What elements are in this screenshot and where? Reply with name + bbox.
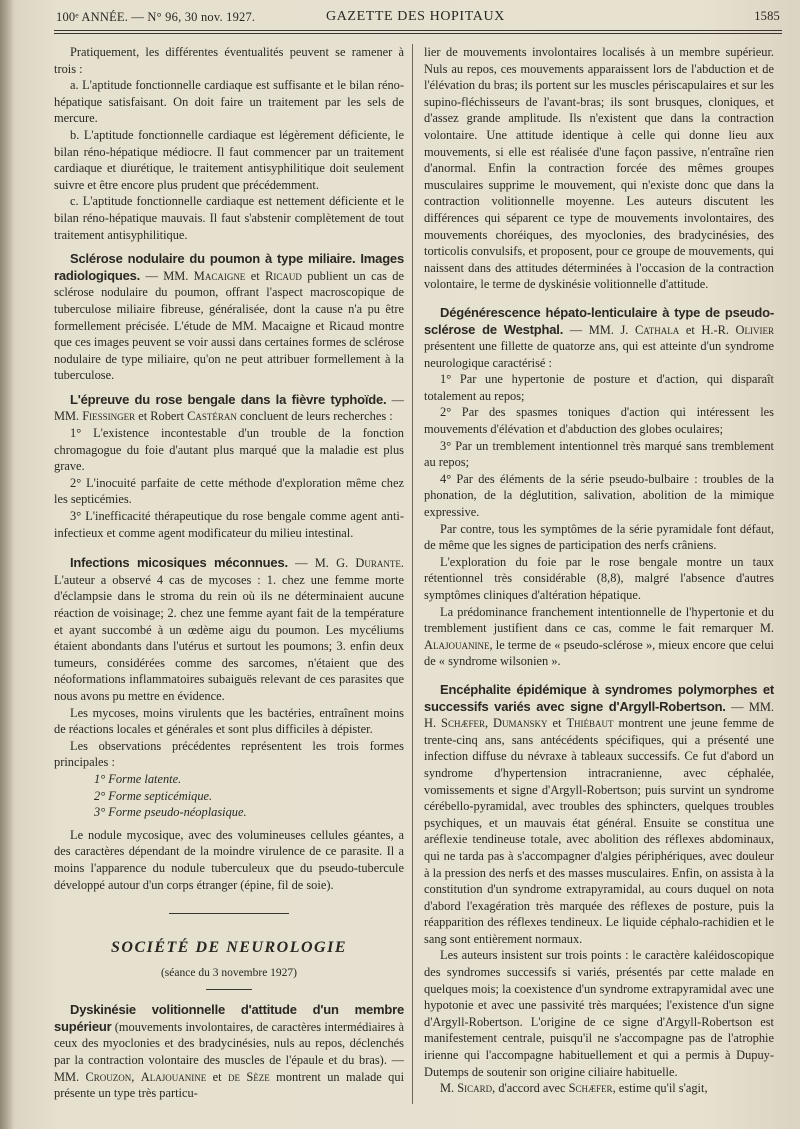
author: Castéran: [187, 409, 237, 424]
section-rule: [169, 913, 289, 914]
paragraph: b. L'aptitude fonctionnelle cardiaque est légèrement déficiente, le bilan réno-hépatique médiocre. Il faut commencer par un traitement cardiaque et diurétique, le traitement antisyphilitique doit seulement suivre et être encore plus prudent que précédemment.: [54, 127, 404, 192]
article-title: Dyskinésie volitionnelle d'attitude d'un membre supérieur: [54, 1002, 404, 1034]
list-item: 4° Par des éléments de la série pseudo-bulbaire : troubles de la phonation, de la déglutition, salivation, abolition de la mimique expressive.: [424, 471, 774, 520]
author: Fiessinger: [82, 409, 136, 424]
paragraph: Les auteurs insistent sur trois points : le caractère kaléidoscopique des syndromes successifs si variés, présentés par cette malade en quelques mois; la coexistence d'un syndrome extrapyramidal avec une hypotonie et avec une passivité très marquées; l'existence d'un signe d'Argyll-Robertson. L'origine de ce signe d'Argyll-Robertson est manifestement centrale, puisqu'il ne s'accompagne pas de l'atrophie irienne qui l'accompagne habituellement et qui a permis à Dupuy-Dutemps de soutenir son origine ciliaire habituelle.: [424, 948, 774, 1079]
journal-title: GAZETTE DES HOPITAUX: [326, 9, 505, 24]
issue-info: 100ᵉ ANNÉE. — N° 96, 30 nov. 1927.: [56, 10, 256, 24]
list-item: 3° Forme pseudo-néoplasique.: [94, 805, 247, 820]
paragraph: La prédominance franchement intentionnelle de l'hypertonie et du tremblement justifient dans ce cas, comme le fait remarquer M. Alajouanine, le terme de « pseudo-sclérose », mieux encore que celui de « syndrome wilsonien ».: [424, 604, 774, 669]
page-header: [56, 6, 780, 28]
author: Schæfer: [568, 1081, 613, 1096]
list-item: 3° Par un tremblement intentionnel très marqué sans tremblement au repos;: [424, 438, 774, 470]
author: Sicard: [457, 1081, 493, 1096]
paragraph: c. L'aptitude fonctionnelle cardiaque est nettement déficiente et le bilan réno-hépatique mauvais. Il faut s'abstenir complètement de tout traitement antisyphilitique.: [54, 194, 404, 242]
list-item: 1° Forme latente.: [94, 771, 182, 786]
list-item: 1° Par une hypertonie de posture et d'action, qui disparaît totalement au repos;: [424, 372, 774, 403]
article-infections: Infections micosiques méconnues. — M. G. Durante. L'auteur a observé 4 cas de mycoses : 1. chez une femme morte d'éclampsie dans le stroma du rein où ils ne déterminaient aucune réaction de voisinage; 2. chez une femme ayant fait de la température et ayant succombé à un œdème aigu du poumon. Les mycéliums étaient abondants dans l'utérus et surtout les poumons; 3. enfin deux tumeurs, considérées comme des sarcomes, n'étaient que des néoformations inflammatoires subaiguës relevant de ces parasites que nous avons pu mettre en évidence.: [54, 555, 404, 703]
header-rule-2: [54, 33, 782, 34]
author: Thiébaut: [566, 716, 614, 731]
article-title: Sclérose nodulaire du poumon à type miliaire. Images radiologiques.: [54, 251, 404, 283]
short-rule: [206, 989, 252, 990]
page-edge-shadow: [0, 0, 14, 1129]
author: Crouzon: [85, 1069, 132, 1084]
author: Alajouanine: [140, 1069, 207, 1084]
author: Alajouanine: [424, 637, 490, 652]
paragraph: Pratiquement, les différentes éventualités peuvent se ramener à trois :: [54, 45, 404, 76]
author: de Sèze: [227, 1069, 270, 1084]
paragraph: a. L'aptitude fonctionnelle cardiaque est suffisante et le bilan réno-hépatique satisfaisant. On doit faire un traitement par les sels de mercure.: [54, 78, 404, 126]
article-title: Dégénérescence hépato-lenticulaire à type de pseudo-sclérose de Westphal.: [424, 304, 774, 337]
left-column: [54, 44, 404, 1102]
paragraph: Le nodule mycosique, avec des volumineuses cellules géantes, a des caractères dépendant de la moindre virulence de ce parasite. Il a moins l'apparence du nodule tuberculeux que du pseudo-tubercule développé autour d'un corps étranger (épine, fil de soie).: [54, 827, 404, 892]
author: Ricaud: [265, 268, 302, 283]
article-title: L'épreuve du rose bengale dans la fièvre typhoïde.: [70, 391, 387, 407]
paragraph: Les observations précédentes représentent les trois formes principales :: [54, 738, 404, 770]
author: Olivier: [735, 322, 774, 337]
right-column: [424, 44, 774, 1097]
article-title: Encéphalite épidémique à syndromes polymorphes et successifs variés avec signe d'Argyll-Robertson.: [424, 681, 774, 714]
paragraph: Les mycoses, moins virulents que les bactéries, entraînent moins de réactions locales et générales et sont plus difficiles à dépister.: [54, 705, 404, 737]
page-number: 1585: [754, 9, 780, 23]
session-date: (séance du 3 novembre 1927): [160, 966, 298, 979]
paragraph: M. Sicard, d'accord avec Schæfer, estime qu'il s'agit,: [440, 1081, 708, 1096]
author: Dumansky: [493, 716, 548, 731]
column-divider: [412, 44, 413, 1104]
list-item: 2° L'inocuité parfaite de cette méthode d'exploration même chez les septicémies.: [54, 475, 404, 507]
author: Schæfer: [441, 716, 485, 731]
article-rose-bengale: L'épreuve du rose bengale dans la fièvre typhoïde. — MM. Fiessinger et Robert Castéran concluent de leurs recherches :: [54, 391, 404, 424]
list-item: 3° L'inefficacité thérapeutique du rose bengale comme agent anti-infectieux et comme agent modificateur du milieu intestinal.: [54, 509, 404, 540]
article-degenerescence: Dégénérescence hépato-lenticulaire à type de pseudo-sclérose de Westphal. — MM. J. Cathala et H.-R. Olivier présentent une fillette de quatorze ans, qui est atteinte d'un syndrome neurologique caractérisé :: [424, 304, 774, 370]
list-item: 2° Forme septicémique.: [94, 788, 213, 803]
paragraph: Par contre, tous les symptômes de la série pyramidale font défaut, de même que les signes de participation des nerfs crâniens.: [424, 521, 774, 553]
forms-list: [54, 771, 404, 821]
list-item: 1° L'existence incontestable d'un trouble de la fonction chromagogue du foie d'autant plus marqué que la maladie est plus grave.: [54, 426, 404, 474]
paragraph: lier de mouvements involontaires localisés à un membre supérieur. Nuls au repos, ces mouvements apparaissent lors de l'abduction et de l'élévation du bras; ils portent sur les muscles périscapulaires et sur les supino-fléchisseurs de l'avant-bras; ils sont brusques, cloniques, et d'assez grande amplitude. Ils n'existent que dans la contraction volontaire. Une attitude identique à celle qui donne lieu aux mouvements, si elle est réalisée d'une façon passive, n'entraîne rien d'anormal. Enfin la contraction forcée des mêmes groupes musculaires supprime le mouvement, qui n'existe donc que dans la contraction volitionnelle moyenne. Les auteurs discutent les différences qui séparent ce type de mouvements involontaires, des mouvements choréiques, des myoclonies, des bradycinésies, des torticolis convulsifs, et proposent, pour ce groupe de mouvements, qui naissent dans des attitudes déterminées à l'occasion de la contraction volontaire, le terme de dyskinésie volitionnelle d'attitude.: [424, 45, 774, 292]
paragraph: L'exploration du foie par le rose bengale montre un taux rétentionnel très considérable (8,8), malgré l'absence d'autres symptômes cliniques d'altération hépatique.: [424, 554, 774, 602]
article-dyskinesie: Dyskinésie volitionnelle d'attitude d'un membre supérieur (mouvements involontaires, de caractères intermédiaires à ceux des myoclonies et des bradycinésies, nuls au repos, déclenchés par la contraction volontaire des muscles de l'épaule et du bras). — MM. Crouzon, Alajouanine et de Sèze montrent un malade qui présente un type très particu-: [54, 1002, 405, 1101]
author: Cathala: [634, 322, 680, 337]
article-title: Infections micosiques méconnues.: [70, 555, 288, 571]
society-heading: SOCIÉTÉ DE NEUROLOGIE: [111, 939, 347, 957]
list-item: 2° Par des spasmes toniques d'action qui intéressent les mouvements d'élévation et d'abduction des globes oculaires;: [424, 405, 774, 437]
author: Durante: [355, 556, 401, 571]
article-encephalite: Encéphalite épidémique à syndromes polymorphes et successifs variés avec signe d'Argyll-Robertson. — MM. H. Schæfer, Dumansky et Thiébaut montrent une jeune femme de trente-cinq ans, sans antécédents spécifiques, qui a présenté une infection diffuse du névraxe à tableaux successifs. Ce fut d'abord un syndrome d'hypertension intracranienne, avec céphalée, vomissements et signe d'Argyll-Robertson; puis survint un syndrome cérébello-pyramidal, avec troubles des sphincters, quelques troubles psychiques, et un mauvais état général. Ensuite se constitua une aréflexie tendineuse totale, avec abolition des réflexes abdominaux, qui ne tarda pas à s'accompagner d'algies périphériques, avec douleur à la pression des nerfs et des masses musculaires. Enfin, on assista à la constitution d'un syndrome extrapyramidal, au cours duquel on nota d'abord l'exagération très marquée des réflexes de posture, puis la réapparition des réflexes tendineux. Le liquide céphalo-rachidien et le sang sont entièrement normaux.: [424, 681, 775, 946]
author: Macaigne: [193, 268, 246, 283]
article-sclerose: Sclérose nodulaire du poumon à type miliaire. Images radiologiques. — MM. Macaigne et Ricaud publient un cas de sclérose nodulaire du poumon, offrant l'aspect macroscopique de tuberculose miliaire fibreuse, généralisée, dont la cause n'a pu être formellement précisée. L'étude de MM. Macaigne et Ricaud montre que ces images peuvent se voir aussi dans certaines formes de sclérose nodulaire de type miliaire, qu'on ne peut attribuer formellement à la tuberculose.: [54, 251, 404, 383]
header-rule-1: [54, 30, 782, 31]
